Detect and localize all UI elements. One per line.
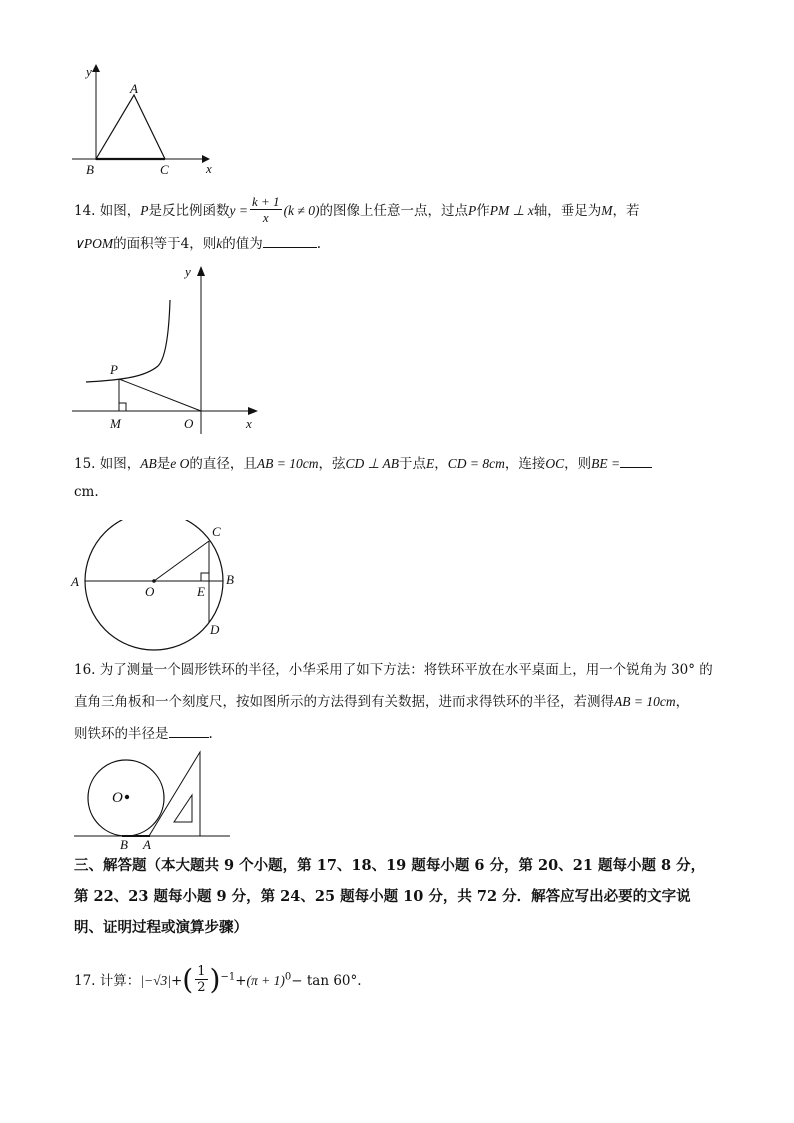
segment-po: [119, 379, 201, 411]
q15-number: 15.: [74, 456, 96, 472]
triangle-abc: [96, 95, 165, 159]
q16-line2: 直角三角板和一个刻度尺，按如图所示的方法得到有关数据，进而求得铁环的半径，若测得AB = 10cm，: [74, 694, 690, 710]
section3-heading-line1: 三、解答题（本大题共 9 个小题，第 17、18、19 题每小题 6 分，第 20、21 题每小题 8 分，: [74, 857, 706, 874]
right-angle-mark: [201, 573, 209, 581]
q15-line2: cm.: [74, 484, 99, 500]
label-p: P: [110, 362, 118, 377]
right-angle-mark: [119, 403, 126, 411]
q16-line3: 则铁环的半径是 .: [74, 726, 213, 742]
q16-number: 16.: [74, 662, 96, 678]
q17-line: 17. 计算：|−√3|+( $\frac{1}{2}$ )$^{-1}+(\pi + 1)^0- \tan 60^\circ$.: [74, 962, 362, 996]
y-axis-arrow: [92, 64, 100, 72]
label-x: x: [206, 161, 212, 176]
label-o: O: [112, 790, 123, 806]
figure-q14-hyperbola: [66, 262, 266, 434]
answer-blank-q14: [263, 234, 317, 248]
label-o: O: [145, 584, 155, 599]
answer-blank-q15: [620, 454, 652, 468]
center-point: [152, 579, 156, 583]
label-b: B: [86, 162, 94, 177]
label-e: E: [197, 584, 205, 599]
q14-number: 14.: [74, 203, 96, 219]
label-d: D: [210, 622, 220, 637]
x-axis-arrow: [248, 407, 258, 415]
hyperbola-curve: [86, 300, 170, 382]
label-a: A: [143, 837, 151, 852]
label-x: x: [246, 416, 252, 431]
label-c: C: [160, 162, 169, 177]
figure-q15-circle: [66, 520, 252, 656]
q16-line1: 16. 为了测量一个圆形铁环的半径，小华采用了如下方法：将铁环平放在水平桌面上，用一个锐角为 30° 的: [74, 662, 713, 678]
label-y: y: [86, 64, 92, 79]
answer-blank-q16: [169, 724, 209, 738]
label-a: A: [71, 574, 79, 589]
q14-line2: ∨POM的面积等于4，则k的值为 .: [74, 236, 322, 252]
label-m: M: [110, 416, 121, 431]
figure-q13-triangle: [66, 62, 226, 180]
q17-number: 17.: [74, 973, 96, 989]
center-point: [125, 795, 129, 799]
set-square-inner: [174, 795, 192, 822]
q14-line1: 14. 如图，P是反比例函数y = $\frac{k + 1}{x}$ (k ≠ 0)的图像上任意一点，过点P作PM ⊥ x轴，垂足为M，若: [74, 194, 640, 225]
label-a: A: [130, 81, 138, 96]
label-o: O: [184, 416, 194, 431]
section3-heading-line2: 第 22、23 题每小题 9 分，第 24、25 题每小题 10 分，共 72 分．解答应写出必要的文字说: [74, 888, 691, 905]
label-b: B: [120, 837, 128, 852]
label-b: B: [226, 572, 234, 587]
q15-line1: 15. 如图，AB是e O的直径，且AB = 10cm，弦CD ⊥ AB于点E，CD = 8cm，连接OC，则BE =: [74, 454, 652, 473]
fraction-k-plus-1-over-x: $\frac{k + 1}{x}$: [252, 194, 280, 225]
label-c: C: [212, 524, 221, 539]
label-y: y: [185, 264, 191, 279]
y-axis-arrow: [197, 266, 205, 276]
figure-q16-ring: [70, 746, 234, 852]
fraction-one-half: $\frac{1}{2}$: [197, 964, 206, 995]
section3-heading-line3: 明、证明过程或演算步骤）: [74, 919, 248, 936]
